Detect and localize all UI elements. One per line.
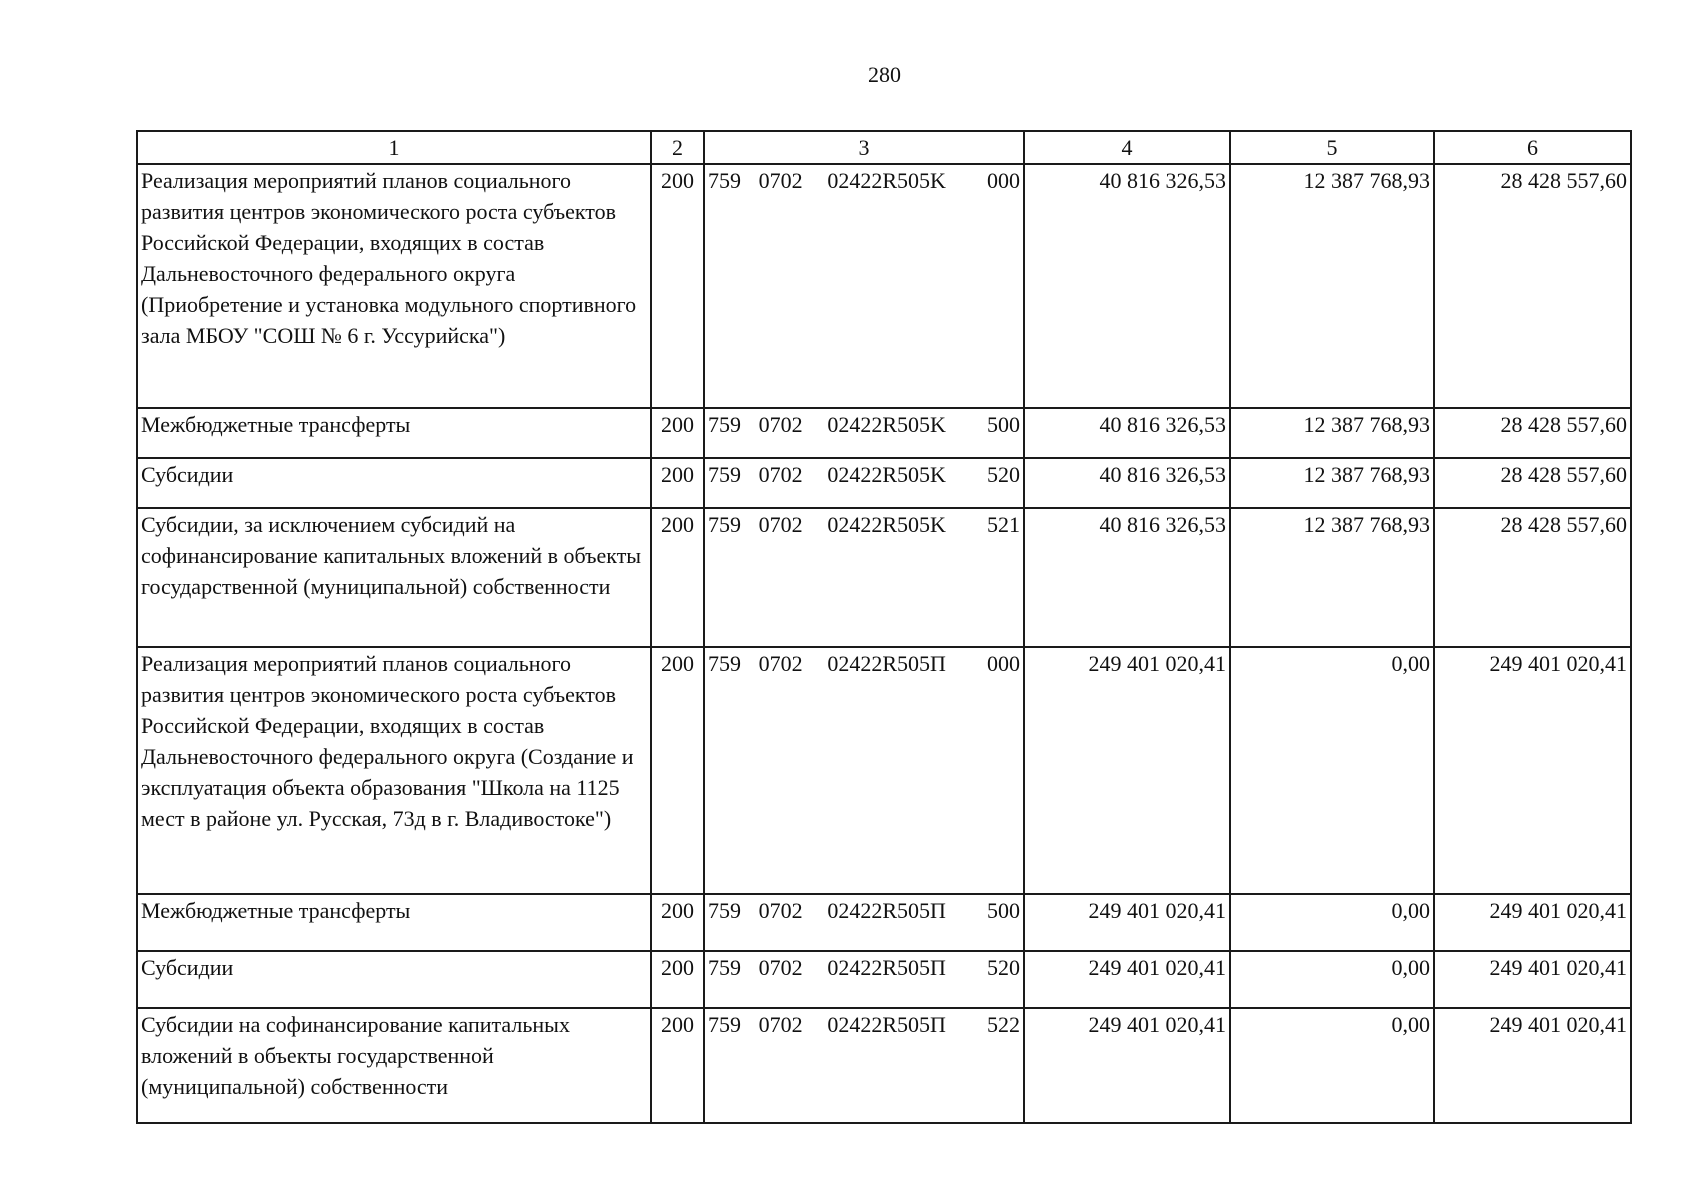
row-value-col5: 12 387 768,93 <box>1230 164 1434 408</box>
row-department-code: 759 <box>708 512 741 537</box>
row-value-col5: 0,00 <box>1230 951 1434 1008</box>
row-value-col4: 40 816 326,53 <box>1024 458 1230 508</box>
row-budget-classification <box>704 408 1024 458</box>
column-number-header-row <box>137 131 1631 164</box>
row-department-code: 759 <box>708 898 741 923</box>
row-expense-type-code: 500 <box>986 898 1020 923</box>
row-expense-type-code: 522 <box>986 1012 1020 1037</box>
column-header-2: 2 <box>651 131 704 164</box>
table-row <box>137 458 1631 508</box>
row-description: Реализация мероприятий планов социального развития центров экономического роста субъектов Российской Федерации, входящих в состав Дальневосточного федерального округа (Создание и эксплуатация объекта образования "Школа на 1125 мест в районе ул. Русская, 73д в г. Владивостоке") <box>137 647 651 894</box>
column-header-5: 5 <box>1230 131 1434 164</box>
column-header-6: 6 <box>1434 131 1631 164</box>
column-header-3: 3 <box>704 131 1024 164</box>
row-department-code: 759 <box>708 462 741 487</box>
row-description: Субсидии на софинансирование капитальных вложений в объекты государственной (муниципальной) собственности <box>137 1008 651 1123</box>
row-grbs-code: 200 <box>651 894 704 951</box>
row-value-col6: 249 401 020,41 <box>1434 1008 1631 1123</box>
row-value-col4: 249 401 020,41 <box>1024 894 1230 951</box>
row-section-code: 0702 <box>758 898 803 923</box>
row-value-col5: 12 387 768,93 <box>1230 408 1434 458</box>
table-row <box>137 1008 1631 1123</box>
row-budget-classification <box>704 951 1024 1008</box>
row-department-code: 759 <box>708 168 741 193</box>
row-section-code: 0702 <box>758 168 803 193</box>
row-value-col6: 28 428 557,60 <box>1434 508 1631 647</box>
row-value-col6: 249 401 020,41 <box>1434 894 1631 951</box>
row-target-article-code: 02422R505K <box>827 462 946 487</box>
row-section-code: 0702 <box>758 462 803 487</box>
row-value-col4: 40 816 326,53 <box>1024 408 1230 458</box>
row-description: Субсидии, за исключением субсидий на софинансирование капитальных вложений в объекты государственной (муниципальной) собственности <box>137 508 651 647</box>
column-header-1: 1 <box>137 131 651 164</box>
row-department-code: 759 <box>708 412 741 437</box>
table-row <box>137 894 1631 951</box>
page-number: 280 <box>868 62 901 87</box>
table-row <box>137 951 1631 1008</box>
row-section-code: 0702 <box>758 1012 803 1037</box>
row-budget-classification <box>704 164 1024 408</box>
row-department-code: 759 <box>708 651 741 676</box>
row-grbs-code: 200 <box>651 164 704 408</box>
row-grbs-code: 200 <box>651 647 704 894</box>
row-value-col4: 249 401 020,41 <box>1024 647 1230 894</box>
row-target-article-code: 02422R505П <box>827 955 946 980</box>
table-row <box>137 408 1631 458</box>
row-grbs-code: 200 <box>651 1008 704 1123</box>
row-grbs-code: 200 <box>651 951 704 1008</box>
row-budget-classification <box>704 458 1024 508</box>
row-description: Межбюджетные трансферты <box>137 408 651 458</box>
row-target-article-code: 02422R505K <box>827 412 946 437</box>
row-value-col5: 0,00 <box>1230 1008 1434 1123</box>
row-value-col6: 249 401 020,41 <box>1434 647 1631 894</box>
table-row <box>137 647 1631 894</box>
row-expense-type-code: 000 <box>986 168 1020 193</box>
row-value-col6: 249 401 020,41 <box>1434 951 1631 1008</box>
row-value-col4: 40 816 326,53 <box>1024 508 1230 647</box>
row-expense-type-code: 521 <box>986 512 1020 537</box>
row-expense-type-code: 000 <box>986 651 1020 676</box>
row-value-col6: 28 428 557,60 <box>1434 164 1631 408</box>
row-expense-type-code: 520 <box>986 955 1020 980</box>
row-expense-type-code: 500 <box>986 412 1020 437</box>
row-value-col6: 28 428 557,60 <box>1434 458 1631 508</box>
row-target-article-code: 02422R505П <box>827 898 946 923</box>
row-budget-classification <box>704 1008 1024 1123</box>
row-department-code: 759 <box>708 955 741 980</box>
row-target-article-code: 02422R505П <box>827 1012 946 1037</box>
row-grbs-code: 200 <box>651 408 704 458</box>
row-section-code: 0702 <box>758 512 803 537</box>
row-target-article-code: 02422R505П <box>827 651 946 676</box>
row-value-col5: 0,00 <box>1230 647 1434 894</box>
row-value-col6: 28 428 557,60 <box>1434 408 1631 458</box>
row-expense-type-code: 520 <box>986 462 1020 487</box>
row-budget-classification <box>704 508 1024 647</box>
row-value-col4: 249 401 020,41 <box>1024 951 1230 1008</box>
row-section-code: 0702 <box>758 955 803 980</box>
row-budget-classification <box>704 894 1024 951</box>
row-description: Субсидии <box>137 458 651 508</box>
row-value-col5: 0,00 <box>1230 894 1434 951</box>
row-target-article-code: 02422R505K <box>827 512 946 537</box>
table-row <box>137 164 1631 408</box>
column-header-4: 4 <box>1024 131 1230 164</box>
row-description: Реализация мероприятий планов социального развития центров экономического роста субъектов Российской Федерации, входящих в состав Дальневосточного федерального округа (Приобретение и установка модульного спортивного зала МБОУ "СОШ № 6 г. Уссурийска") <box>137 164 651 408</box>
row-department-code: 759 <box>708 1012 741 1037</box>
row-description: Межбюджетные трансферты <box>137 894 651 951</box>
budget-table <box>136 130 1632 1124</box>
row-grbs-code: 200 <box>651 508 704 647</box>
row-value-col4: 40 816 326,53 <box>1024 164 1230 408</box>
row-grbs-code: 200 <box>651 458 704 508</box>
row-value-col5: 12 387 768,93 <box>1230 508 1434 647</box>
row-description: Субсидии <box>137 951 651 1008</box>
row-target-article-code: 02422R505K <box>827 168 946 193</box>
row-section-code: 0702 <box>758 651 803 676</box>
row-section-code: 0702 <box>758 412 803 437</box>
row-value-col5: 12 387 768,93 <box>1230 458 1434 508</box>
row-value-col4: 249 401 020,41 <box>1024 1008 1230 1123</box>
table-row <box>137 508 1631 647</box>
row-budget-classification <box>704 647 1024 894</box>
